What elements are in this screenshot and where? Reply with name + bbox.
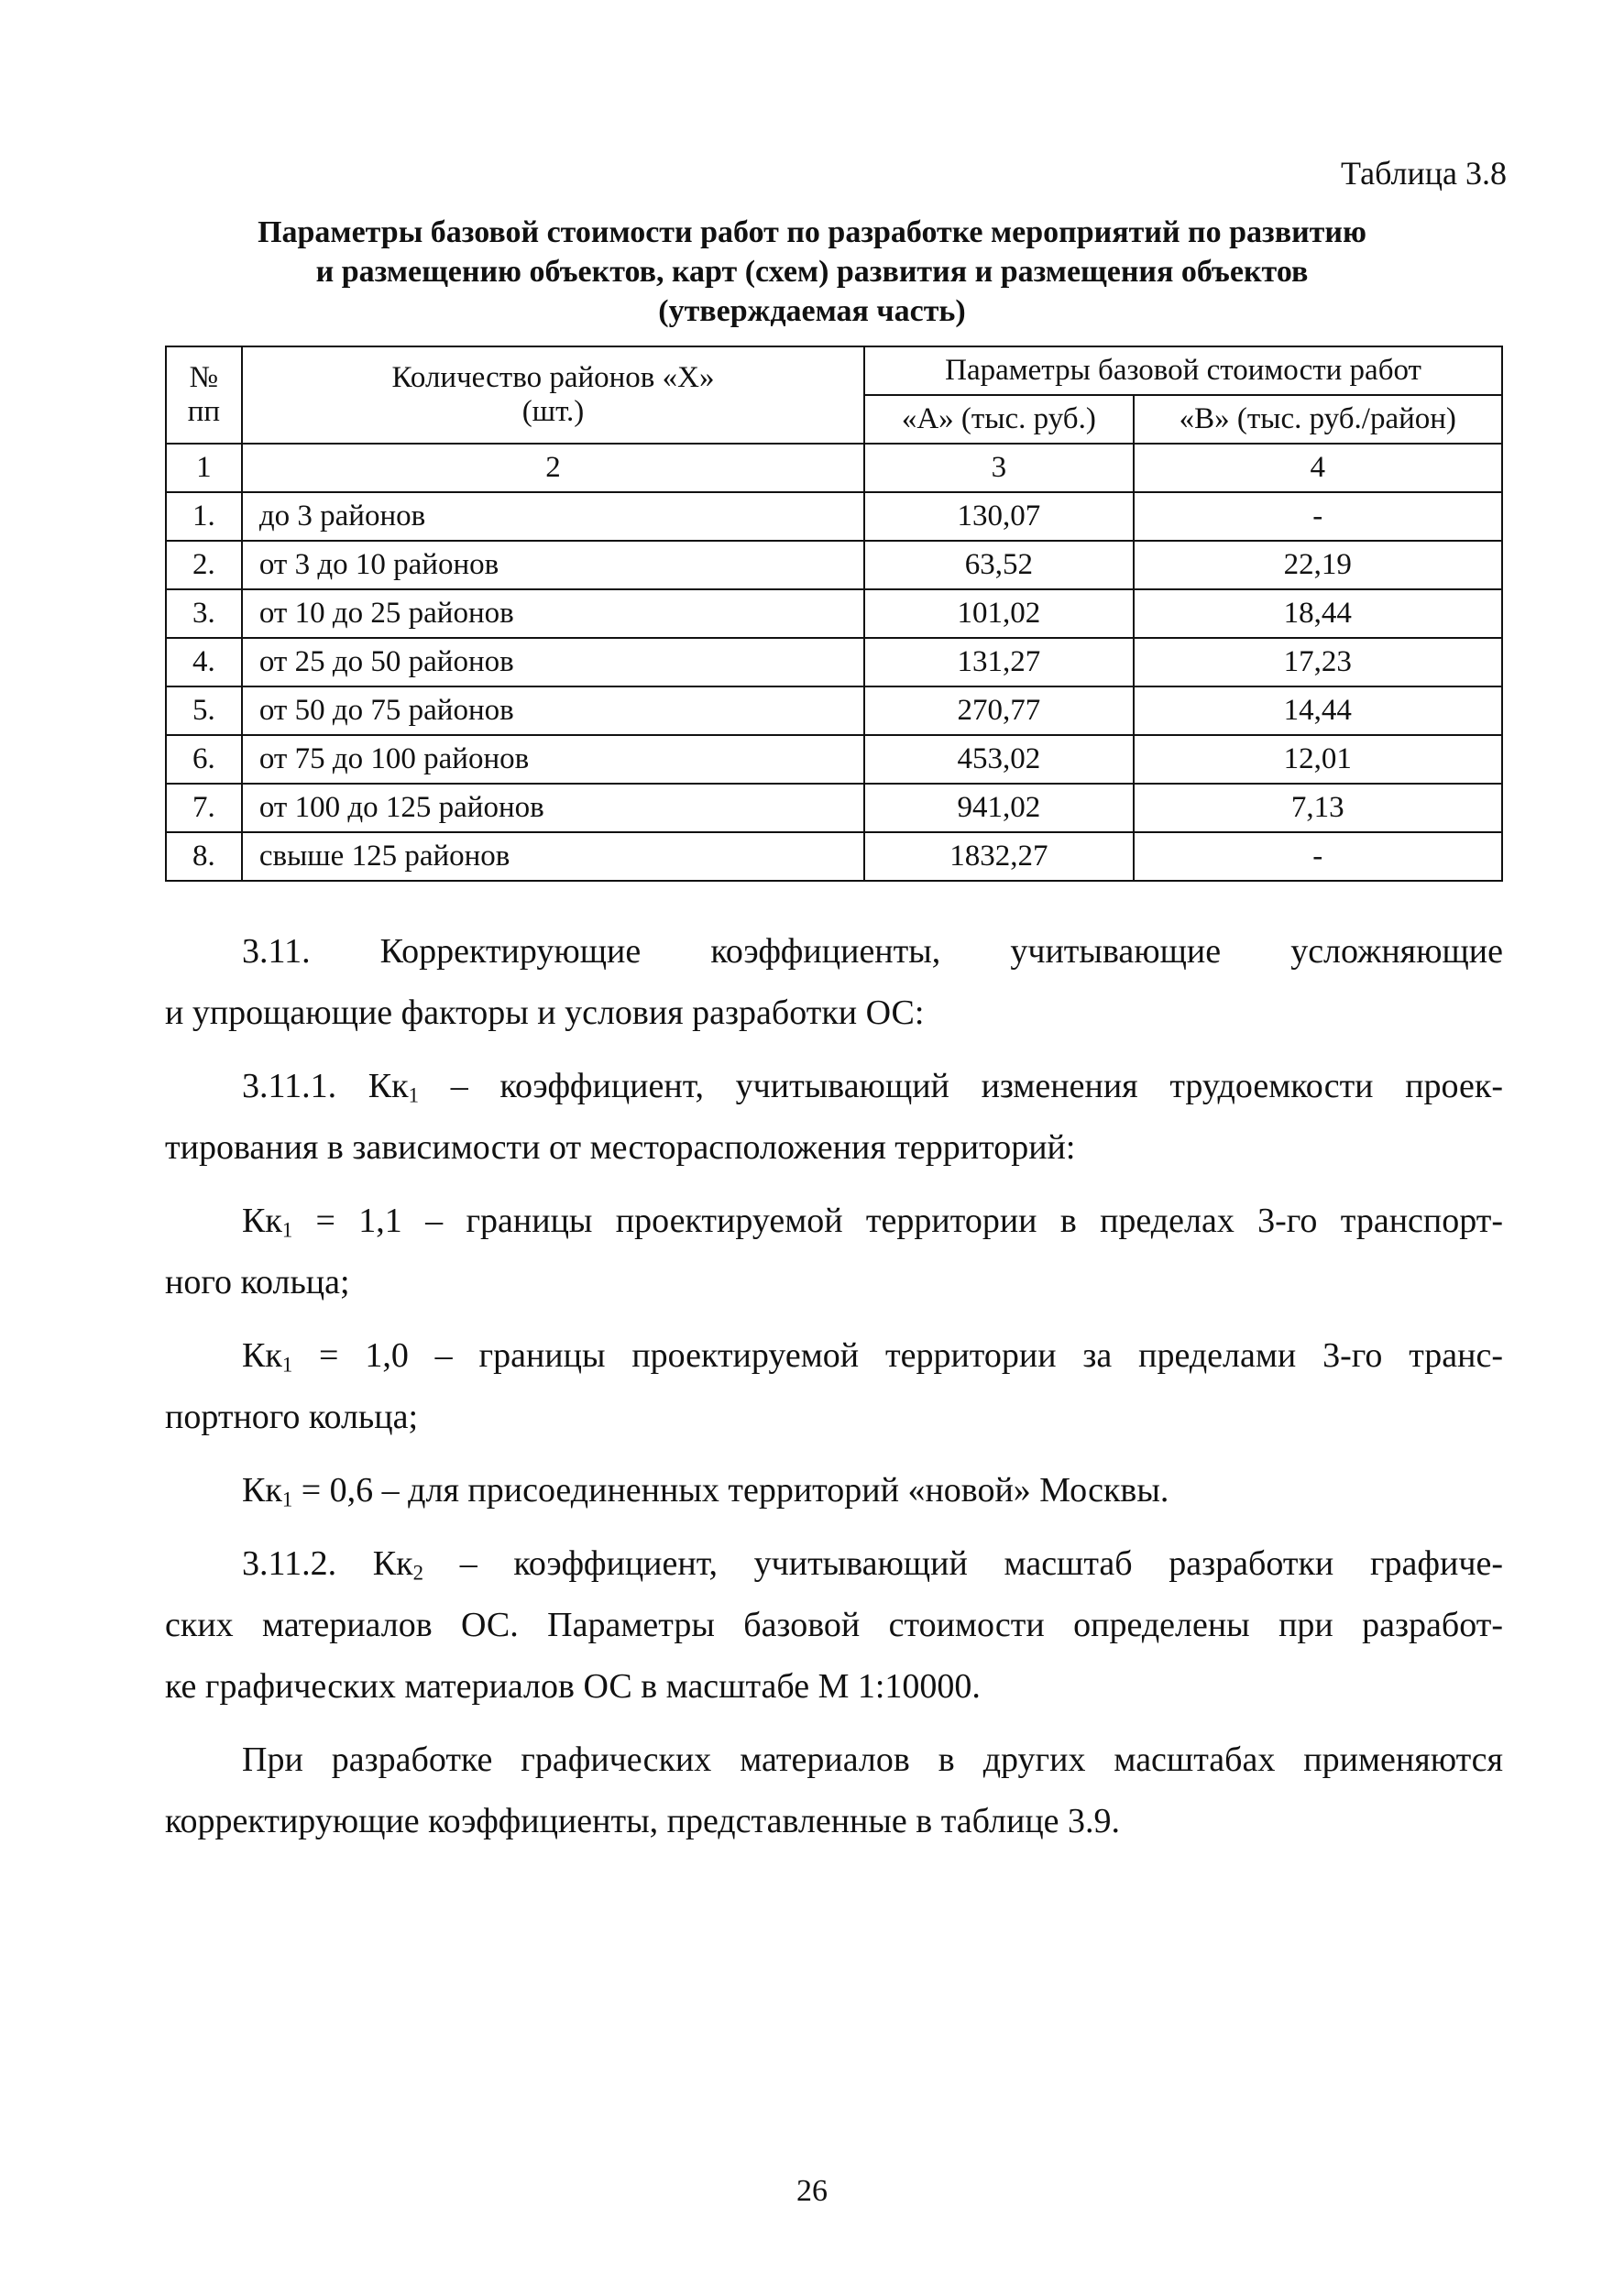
- paragraph-line: ного кольца;: [165, 1263, 350, 1301]
- paragraph-line: 3.11. Корректирующие коэффициенты, учитывающие усложняющие: [242, 932, 1503, 971]
- row-name: от 25 до 50 районов: [242, 638, 864, 686]
- row-num: 7.: [166, 784, 242, 832]
- paragraph-line: При разработке графических материалов в других масштабах применяются: [242, 1740, 1503, 1779]
- row-b: 14,44: [1134, 686, 1502, 735]
- paragraph-line: $Кк_1 = 1,1$ – границы проектируемой территории в пределах 3-го транспорт-: [242, 1202, 1503, 1242]
- table-row: [166, 832, 1502, 881]
- row-num: 8.: [166, 832, 242, 881]
- row-name: от 50 до 75 районов: [242, 686, 864, 735]
- table-row: [166, 589, 1502, 638]
- row-num: 3.: [166, 589, 242, 638]
- table-row: [166, 784, 1502, 832]
- column-number: 3: [864, 444, 1133, 492]
- row-name: от 10 до 25 районов: [242, 589, 864, 638]
- paragraph-line: 3.11.2. $Кк_2$ – коэффициент, учитывающий масштаб разработки графиче-: [242, 1544, 1503, 1585]
- header-col-b: «В» (тыс. руб./район): [1134, 395, 1502, 444]
- caption-line: (утверждаемая часть): [658, 294, 966, 328]
- row-b: -: [1134, 492, 1502, 541]
- row-a: 101,02: [864, 589, 1133, 638]
- row-a: 941,02: [864, 784, 1133, 832]
- row-num: 4.: [166, 638, 242, 686]
- row-b: 17,23: [1134, 638, 1502, 686]
- caption-line: и размещению объектов, карт (схем) развития и размещения объектов: [315, 255, 1309, 289]
- row-b: 7,13: [1134, 784, 1502, 832]
- header-num: № пп: [166, 346, 242, 444]
- column-number: 2: [242, 444, 864, 492]
- column-number: 4: [1134, 444, 1502, 492]
- paragraph-line: портного кольца;: [165, 1398, 419, 1436]
- paragraph-line: $Кк_1 = 0,6$ – для присоединенных территорий «новой» Москвы.: [242, 1471, 1169, 1511]
- column-number: 1: [166, 444, 242, 492]
- cost-parameters-table: [165, 346, 1503, 882]
- row-num: 5.: [166, 686, 242, 735]
- table-label: Таблица 3.8: [1341, 155, 1507, 192]
- table-header-row: [166, 346, 1502, 395]
- header-col-a: «А» (тыс. руб.): [864, 395, 1133, 444]
- table-row: [166, 638, 1502, 686]
- header-count: Количество районов «Х» (шт.): [242, 346, 864, 444]
- table-row: [166, 686, 1502, 735]
- row-name: от 75 до 100 районов: [242, 735, 864, 784]
- row-b: 18,44: [1134, 589, 1502, 638]
- caption-line: Параметры базовой стоимости работ по разработке мероприятий по развитию: [258, 215, 1366, 249]
- row-a: 270,77: [864, 686, 1133, 735]
- row-b: 12,01: [1134, 735, 1502, 784]
- header-params: Параметры базовой стоимости работ: [864, 346, 1502, 395]
- row-a: 63,52: [864, 541, 1133, 589]
- paragraph-line: ке графических материалов ОС в масштабе М 1:10000.: [165, 1667, 981, 1706]
- column-numbers-row: [166, 444, 1502, 492]
- row-a: 453,02: [864, 735, 1133, 784]
- paragraph-line: корректирующие коэффициенты, представленные в таблице 3.9.: [165, 1802, 1121, 1840]
- table-row: [166, 492, 1502, 541]
- row-name: от 3 до 10 районов: [242, 541, 864, 589]
- table-caption: [183, 213, 1441, 331]
- paragraph-line: и упрощающие факторы и условия разработки ОС:: [165, 994, 925, 1032]
- paragraph-line: $Кк_1 = 1,0$ – границы проектируемой территории за пределами 3-го транс-: [242, 1336, 1503, 1377]
- row-a: 1832,27: [864, 832, 1133, 881]
- paragraph-line: тирования в зависимости от месторасположения территорий:: [165, 1128, 1076, 1167]
- row-num: 6.: [166, 735, 242, 784]
- table-row: [166, 735, 1502, 784]
- row-b: -: [1134, 832, 1502, 881]
- row-a: 131,27: [864, 638, 1133, 686]
- row-name: до 3 районов: [242, 492, 864, 541]
- paragraph-line: 3.11.1. $Кк_1$ – коэффициент, учитывающий изменения трудоемкости проек-: [242, 1067, 1504, 1107]
- row-name: свыше 125 районов: [242, 832, 864, 881]
- table-row: [166, 541, 1502, 589]
- row-num: 1.: [166, 492, 242, 541]
- page-number: 26: [796, 2174, 828, 2208]
- row-num: 2.: [166, 541, 242, 589]
- row-a: 130,07: [864, 492, 1133, 541]
- row-b: 22,19: [1134, 541, 1502, 589]
- row-name: от 100 до 125 районов: [242, 784, 864, 832]
- paragraph-line: ских материалов ОС. Параметры базовой стоимости определены при разработ-: [165, 1606, 1503, 1644]
